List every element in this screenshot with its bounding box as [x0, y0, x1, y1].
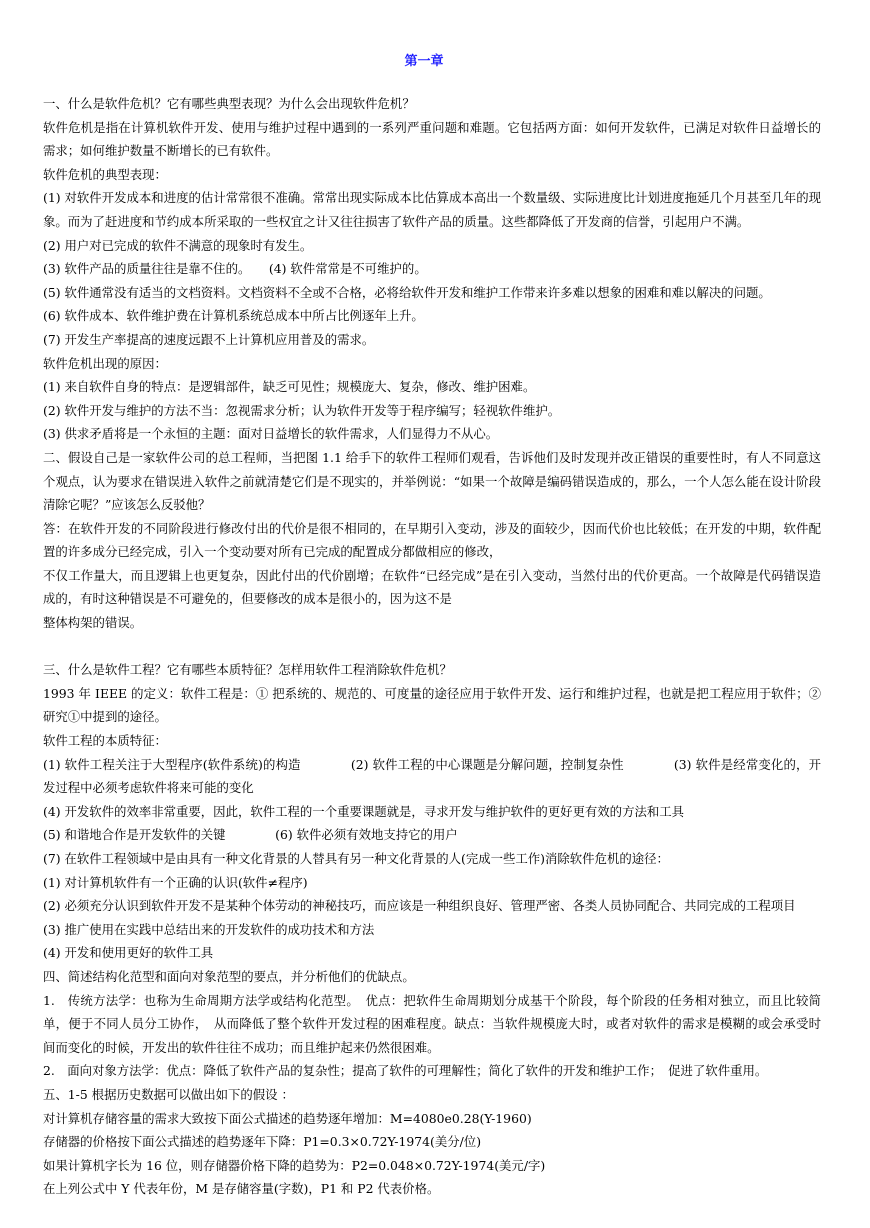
paragraph: 软件工程的本质特征： — [43, 733, 167, 749]
paragraph: (5) 和谐地合作是开发软件的关键 (6) 软件必须有效地支持它的用户 — [43, 827, 458, 843]
paragraph: (1) 来自软件自身的特点：是逻辑部件，缺乏可见性；规模庞大、复杂，修改、维护困难。 — [43, 379, 536, 395]
paragraph: 存储器的价格按下面公式描述的趋势逐年下降：P1=0.3×0.72Y-1974(美分/位) — [43, 1134, 482, 1150]
paragraph: 软件危机是指在计算机软件开发、使用与维护过程中遇到的一系列严重问题和难题。它包括两方面：如何开发软件，已满足对软件日益增长的需求；如何维护数量不断增长的已有软件。 — [43, 119, 821, 159]
paragraph: 一、什么是软件危机？它有哪些典型表现？为什么会出现软件危机？ — [43, 96, 415, 111]
paragraph: 五、1-5 根据历史数据可以做出如下的假设 ： — [43, 1086, 294, 1102]
paragraph: (2) 必须充分认识到软件开发不是某种个体劳动的神秘技巧，而应该是一种组织良好、管理严密、各类人员协同配合、共同完成的工程项目 — [43, 898, 796, 914]
paragraph: 答：在软件开发的不同阶段进行修改付出的代价是很不相同的，在早期引入变动，涉及的面较少，因而代价也比较低；在开发的中期，软件配置的许多成分已经完成，引入一个变动要对所有已完成的配置成分都做相应的修改， — [43, 520, 821, 560]
paragraph: 软件危机的典型表现： — [43, 166, 167, 182]
paragraph: (3) 供求矛盾将是一个永恒的主题：面对日益增长的软件需求，人们显得力不从心。 — [43, 426, 499, 442]
paragraph: 四、简述结构化范型和面向对象范型的要点，并分析他们的优缺点。 — [43, 968, 415, 984]
paragraph: 如果计算机字长为 16 位，则存储器价格下降的趋势为：P2=0.048×0.72Y-1974(美元/字) — [43, 1157, 546, 1173]
paragraph: (3) 软件产品的质量往往是靠不住的。 (4) 软件常常是不可维护的。 — [43, 261, 427, 277]
paragraph: (1) 对软件开发成本和进度的估计常常很不准确。常常出现实际成本比估算成本高出一个数量级、实际进度比计划进度拖延几个月甚至几年的现象。而为了赶进度和节约成本所采取的一些权宜之计又往往损害了软件产品的质量。这些都降低了开发商的信誉，引起用户不满。 — [43, 190, 821, 229]
paragraph: (5) 软件通常没有适当的文档资料。文档资料不全或不合格，必将给软件开发和维护工作带来许多难以想象的困难和难以解决的问题。 — [43, 284, 771, 300]
paragraph: 在上列公式中 Y 代表年份，M 是存储容量(字数)，P1 和 P2 代表价格。 — [43, 1181, 440, 1197]
paragraph: 2. 面向对象方法学：优点：降低了软件产品的复杂性；提高了软件的可理解性；简化了软件的开发和维护工作； 促进了软件重用。 — [43, 1063, 768, 1079]
paragraph: 二、假设自己是一家软件公司的总工程师，当把图 1.1 给手下的软件工程师们观看，告诉他们及时发现并改正错误的重要性时，有人不同意这个观点，认为要求在错误进入软件之前就清楚它们是不现实的，并举例说：“如果一个故障是编码错误造成的，那么，一个人怎么能在设计阶段清除它呢？”应该怎么反驳他？ — [43, 449, 821, 513]
paragraph: 整体构架的错误。 — [43, 615, 143, 631]
paragraph: (3) 推广使用在实践中总结出来的开发软件的成功技术和方法 — [43, 921, 375, 937]
chapter-title: 第一章 — [404, 54, 444, 69]
paragraph: 不仅工作量大，而且逻辑上也更复杂，因此付出的代价剧增；在软件“已经完成”是在引入变动，当然付出的代价更高。一个故障是代码错误造成的，有时这种错误是不可避免的，但要修改的成本是很小的，因为这不是 — [43, 567, 821, 607]
paragraph: (6) 软件成本、软件维护费在计算机系统总成本中所占比例逐年上升。 — [43, 308, 424, 324]
paragraph: 对计算机存储容量的需求大致按下面公式描述的趋势逐年增加：M=4080e0.28(Y-1960) — [43, 1110, 532, 1126]
paragraph: (2) 软件开发与维护的方法不当：忽视需求分析；认为软件开发等于程序编写；轻视软件维护。 — [43, 402, 561, 418]
paragraph: (2) 用户对已完成的软件不满意的现象时有发生。 — [43, 237, 313, 253]
paragraph: (1) 软件工程关注于大型程序(软件系统)的构造 (2) 软件工程的中心课题是分解问题，控制复杂性 (3) 软件是经常变化的，开发过程中必须考虑软件将来可能的变化 — [43, 756, 821, 796]
paragraph: (1) 对计算机软件有一个正确的认识(软件≠程序) — [43, 874, 308, 890]
paragraph: (7) 开发生产率提高的速度远跟不上计算机应用普及的需求。 — [43, 331, 375, 347]
paragraph: 软件危机出现的原因： — [43, 355, 167, 371]
paragraph: (7) 在软件工程领域中是由具有一种文化背景的人替具有另一种文化背景的人(完成一些工作)消除软件危机的途径： — [43, 851, 669, 866]
paragraph: 1. 传统方法学：也称为生命周期方法学或结构化范型。 优点：把软件生命周期划分成基干个阶段，每个阶段的任务相对独立，而且比较简单，便于不同人员分工协作， 从而降低了整个软件开发过程的困难程度。缺点：当软件规模庞大时，或者对软件的需求是模糊的或会承受时 间而变化的时候，开发出的软件往往不成功；而且维护起来仍然很困难。 — [43, 992, 834, 1055]
paragraph: (4) 开发和使用更好的软件工具 — [43, 945, 214, 961]
paragraph: 三、什么是软件工程？它有哪些本质特征？怎样用软件工程消除软件危机？ — [43, 662, 452, 678]
blank-line — [43, 635, 821, 659]
paragraph: (4) 开发软件的效率非常重要，因此，软件工程的一个重要课题就是，寻求开发与维护软件的更好更有效的方法和工具 — [43, 803, 685, 819]
document-body — [43, 92, 834, 1201]
paragraph: 1993 年 IEEE 的定义：软件工程是：① 把系统的、规范的、可度量的途径应用于软件开发、运行和维护过程，也就是把工程应用于软件；② 研究①中提到的途径。 — [43, 685, 821, 725]
